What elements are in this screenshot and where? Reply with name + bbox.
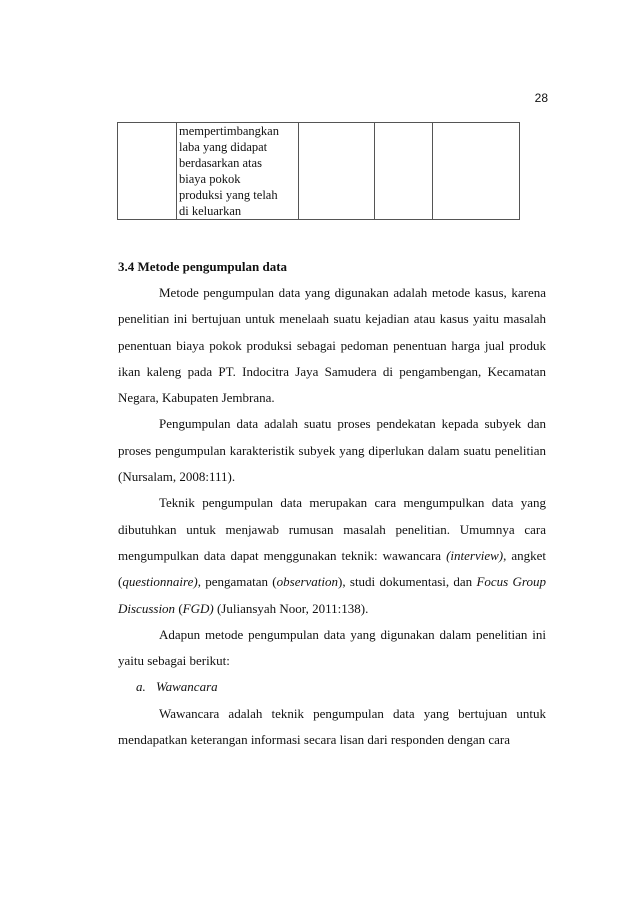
cell-line: berdasarkan atas [179,156,262,170]
table-cell-description [177,123,299,220]
paragraph-interview: Wawancara adalah teknik pengumpulan data yang bertujuan untuk mendapatkan keterangan informasi secara lisan dari responden dengan cara [118,705,546,748]
table-row [118,123,520,220]
table-cell [118,123,177,220]
body-text [118,280,546,753]
section-heading: 3.4 Metode pengumpulan data [118,259,288,274]
cell-line: mempertimbangkan [179,124,279,138]
paragraph-techniques: Teknik pengumpulan data merupakan cara mengumpulkan data yang dibutuhkan untuk menjawab rumusan masalah penelitian. Umumnya cara mengumpulkan data dapat menggunakan teknik: wawancara (interview), angket (questionnaire), pengamatan (observation), studi dokumentasi, dan Focus Group Discussion (FGD) (Juliansyah Noor, 2011:138). [118,495,546,616]
page-number: 28 [534,91,548,105]
table-cell [433,123,520,220]
continued-table [117,122,520,220]
list-marker: a. [136,679,146,695]
paragraph-method: Metode pengumpulan data yang digunakan adalah metode kasus, karena penelitian ini bertujuan untuk menelaah suatu kejadian atau kasus yaitu masalah penentuan biaya pokok produksi sebagai pedoman penentuan harga jual produk ikan kaleng pada PT. Indocitra Jaya Samudera di pengambengan, Kecamatan Negara, Kabupaten Jembrana. [118,285,546,406]
list-label: Wawancara [156,679,218,695]
table-cell [375,123,433,220]
paragraph-methods-used: Adapun metode pengumpulan data yang digunakan dalam penelitian ini yaitu sebagai berikut: [118,626,546,669]
table-cell [299,123,375,220]
cell-line: laba yang didapat [179,140,268,154]
cell-line: biaya pokok [179,172,241,186]
list-item [118,674,546,700]
cell-line: di keluarkan [179,204,242,218]
cell-line: produksi yang telah [179,188,278,202]
paragraph-collection-definition: Pengumpulan data adalah suatu proses pendekatan kepada subyek dan proses pengumpulan karakteristik subyek yang diperlukan dalam suatu penelitian (Nursalam, 2008:111). [118,416,546,485]
